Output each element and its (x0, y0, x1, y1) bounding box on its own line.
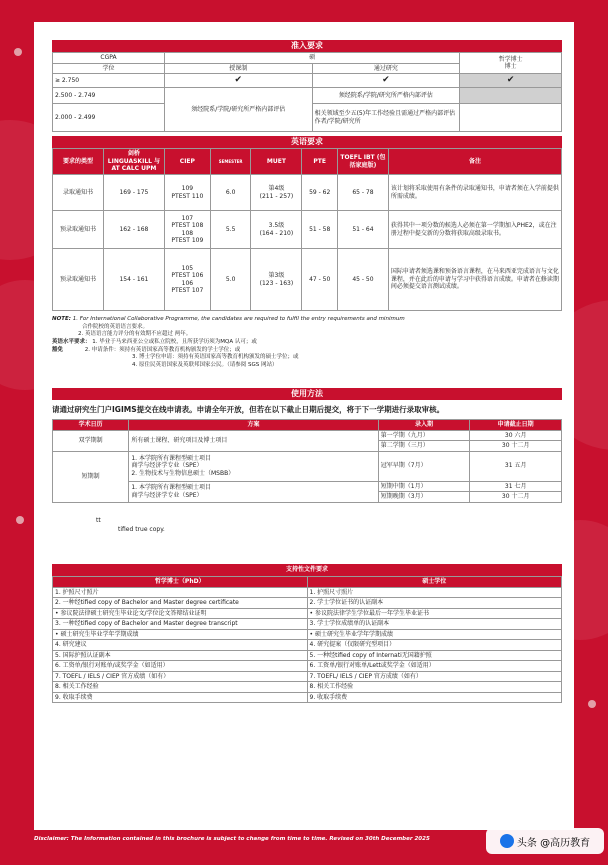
phd-header: 哲学博士 博士 (460, 53, 562, 74)
certified-text: tified true copy. (118, 525, 165, 533)
admission-section (52, 40, 562, 132)
eng-sem: 5.0 (210, 249, 251, 311)
gpa-value: ≥ 2.750 (53, 74, 165, 88)
intake-programme: 所有硕士课程、研究项目及博士项目 (129, 430, 378, 451)
list-item: • 硕士研究生毕业学年学期成绩 (307, 629, 562, 640)
research-header: 通过研究 (312, 63, 460, 74)
check-icon: ✔ (312, 74, 460, 88)
eng-toefl: 65 - 78 (338, 175, 389, 211)
gpa-subheader: 学位 (53, 63, 165, 74)
intake-period: 第一学期（九月） (378, 430, 470, 441)
eng-muet: 第4级 (211 - 257) (251, 175, 302, 211)
documents-title: 支持性文件要求 (52, 564, 562, 576)
gpa-value: 2.500 - 2.749 (53, 88, 165, 104)
exemption-label: 英语水平要求： (52, 339, 91, 346)
stray-text: tt (96, 516, 101, 524)
research-req: 相关领域至少五(5)年工作经验且需通过严格内部评估 作者/学院/研究所 (312, 104, 460, 132)
eng-sem: 5.5 (210, 211, 251, 249)
table-row (53, 249, 562, 311)
eng-toefl: 45 - 50 (338, 249, 389, 311)
exemption-1: 1. 毕业于马来西亚公立或私立院校，且所获学历须为MQA 认可；或 (92, 339, 257, 346)
note-2: 2. 英语语言能力评分的有效期不应超过 两年。 (78, 331, 192, 338)
eng-col-ciep: CIEP (164, 149, 210, 175)
intake-col-intake: 录入期 (378, 420, 470, 431)
list-item: 4. 研究提案（仅限研究型项目） (307, 640, 562, 651)
list-item: 2. 一种经tified copy of Bachelor and Master degree certificate (53, 598, 308, 609)
list-item: 1. 护照尺寸照片 (307, 587, 562, 598)
list-item: 2. 学士学位证书的认证副本 (307, 598, 562, 609)
intake-period: 短期晚期（3月） (378, 492, 470, 503)
intake-period: 冠军早期（7月） (378, 451, 470, 481)
eng-col-semester: SEMESTER (210, 149, 251, 175)
notes-block (52, 316, 562, 370)
eng-type: 录取通知书 (53, 175, 104, 211)
admission-title: 准入要求 (52, 40, 562, 52)
intake-programme: 1. 本学院所有课程型硕士项目 商学与经济学专业（SPE） 2. 生物技术与生物信息硕士（MSBB） (129, 451, 378, 481)
eng-pte: 59 - 62 (302, 175, 338, 211)
eng-pte: 51 - 58 (302, 211, 338, 249)
eng-muet: 3.5级 (164 - 210) (251, 211, 302, 249)
list-item: • 参议院法律硕士研究生毕业论文/学位论文答辩结业证明 (53, 608, 308, 619)
list-item: 8. 相关工作经验 (307, 682, 562, 693)
eng-col-pte: PTE (302, 149, 338, 175)
english-title: 英语要求 (52, 136, 562, 148)
check-icon: ✔ (164, 74, 312, 88)
list-item: • 硕士研究生毕业学年学期成绩 (53, 629, 308, 640)
exemption-label-2: 豁免 (52, 346, 64, 353)
eng-note: 国际申请者须选课和预备语言课程，在马来西亚完成语言与文化课程，并在此后的申请与学习中获得语言成绩。申请者在修读期间必须提交语言测试成绩。 (388, 249, 561, 311)
master-header: 硕 (164, 53, 459, 64)
english-section (52, 136, 562, 311)
intake-col-programme: 方案 (129, 420, 378, 431)
documents-section (52, 564, 562, 703)
decor-dot (588, 700, 596, 708)
list-item: 7. TOEFL / IELS / CIEP 官方成绩（如有） (53, 671, 308, 682)
coursework-header: 授课制 (164, 63, 312, 74)
usage-section (52, 388, 562, 533)
intake-category: 短期制 (53, 451, 129, 502)
admission-table (52, 52, 562, 132)
decor-dot (14, 48, 22, 56)
eng-col-linguaskill: 剑桥 LINGUASKILL 与 AT CALC UPM (103, 149, 164, 175)
decor-dot (16, 516, 24, 524)
list-item: 8. 相关工作经验 (53, 682, 308, 693)
eng-ciep: 107 PTEST 108 108 PTEST 109 (164, 211, 210, 249)
intake-deadline: 31 五月 (470, 451, 562, 481)
intake-period: 短期中期（1月） (378, 481, 470, 492)
list-item: 5. 一种经tified copy of Internati无国籍护照 (307, 650, 562, 661)
intake-deadline: 30 十二月 (470, 492, 562, 503)
phd-empty (460, 88, 562, 104)
eng-ling: 169 - 175 (103, 175, 164, 211)
gpa-value: 2.000 - 2.499 (53, 104, 165, 132)
intake-col-calendar: 学术日历 (53, 420, 129, 431)
note-label: NOTE: (52, 316, 71, 322)
intake-programme: 1. 本学院所有课程型硕士项目 商学与经济学专业（SPE） (129, 481, 378, 502)
eng-pte: 47 - 50 (302, 249, 338, 311)
check-icon: ✔ (460, 74, 562, 88)
exemption-4: 4. 原住民英语国家及英联邦国家公民。（请参阅 SGS 网站） (132, 362, 278, 369)
list-item: 9. 收取手续费 (53, 692, 308, 703)
docs-col-master: 硕士学位 (307, 577, 562, 588)
list-item: 9. 收取手续费 (307, 692, 562, 703)
list-item: 6. 工资单/银行对账单/Lett或奖学金（如适用） (307, 661, 562, 672)
eng-ciep: 109 PTEST 110 (164, 175, 210, 211)
eng-ling: 154 - 161 (103, 249, 164, 311)
eng-col-note: 备注 (388, 149, 561, 175)
eng-muet: 第3级 (123 - 163) (251, 249, 302, 311)
content-page (34, 22, 574, 830)
phd-empty (460, 104, 562, 132)
intake-deadline: 30 十二月 (470, 441, 562, 452)
platform-logo-icon (500, 834, 514, 848)
watermark-text: 头条 @高历教育 (516, 837, 591, 849)
eng-type: 预录取通知书 (53, 249, 104, 311)
list-item: 7. TOEFL/ IELS / CIEP 官方成绩（如有） (307, 671, 562, 682)
eng-col-muet: MUET (251, 149, 302, 175)
table-row (53, 175, 562, 211)
note-1: 1. For International Collaborative Programme, the candidates are required to fulfil the entry requirements and minimum (72, 316, 405, 322)
eng-note: 获得其中一项分数的候选人必须在第一学期加入PHE2，或在注册过程中提交新的分数将获取高级录取书。 (388, 211, 561, 249)
eng-toefl: 51 - 64 (338, 211, 389, 249)
watermark[interactable] (486, 828, 604, 854)
table-row (53, 211, 562, 249)
list-item: 1. 护照尺寸照片 (53, 587, 308, 598)
eng-type: 预录取通知书 (53, 211, 104, 249)
intake-col-deadline: 申请截止日期 (470, 420, 562, 431)
eng-col-type: 要求的类型 (53, 149, 104, 175)
intake-category: 双学期制 (53, 430, 129, 451)
eng-note: 该计划将采取使用有条件的录取通知书，申请者须在入学前提供所需成绩。 (388, 175, 561, 211)
intake-deadline: 31 七月 (470, 481, 562, 492)
eng-ling: 162 - 168 (103, 211, 164, 249)
docs-col-phd: 哲学博士（PhD） (53, 577, 308, 588)
intake-period: 第二学期（三月） (378, 441, 470, 452)
table-row (53, 430, 562, 441)
exemption-3: 3. 博士学位申请：须持有英语国家高等教育机构颁发的硕士学位；或 (132, 354, 299, 361)
english-table (52, 148, 562, 311)
research-req: 须经院系/学院/研究所严格内部评估 (312, 88, 460, 104)
note-1b: 合作院校的英语语言要求。 (82, 323, 149, 330)
eng-ciep: 105 PTEST 106 106 PTEST 107 (164, 249, 210, 311)
disclaimer: Disclaimer: The Information contained in this brochure is subject to change from time to time. Revised on 30th December 2025 (34, 836, 430, 842)
exemption-2: 2. 申请条件：须持有英语国家高等教育机构颁发的学士学位；或 (84, 346, 241, 353)
intake-deadline: 30 六月 (470, 430, 562, 441)
eng-col-toefl: TOEFL IBT (包括家庭版) (338, 149, 389, 175)
list-item: 4. 研究建议 (53, 640, 308, 651)
gpa-header: CGPA (53, 53, 165, 64)
usage-intro: 请通过研究生门户IGIMS提交在线申请表。申请全年开放，但若在以下截止日期后提交，将于下一学期进行录取审核。 (52, 405, 445, 414)
documents-table (52, 576, 562, 703)
list-item: 3. 学士学位成绩单的认证副本 (307, 619, 562, 630)
list-item: 3. 一种经tified copy of Bachelor and Master degree transcript (53, 619, 308, 630)
list-item: • 参议院法律学生学位最后一年学生毕业证书 (307, 608, 562, 619)
eng-sem: 6.0 (210, 175, 251, 211)
list-item: 5. 国际护照认证副本 (53, 650, 308, 661)
intake-table (52, 419, 562, 503)
usage-title: 使用方法 (52, 388, 562, 400)
coursework-req: 须经院系/学院/研究所严格内部评估 (164, 88, 312, 132)
table-row (53, 481, 562, 492)
table-row (53, 451, 562, 481)
list-item: 6. 工资单/银行对账单/或奖学金（如适用） (53, 661, 308, 672)
